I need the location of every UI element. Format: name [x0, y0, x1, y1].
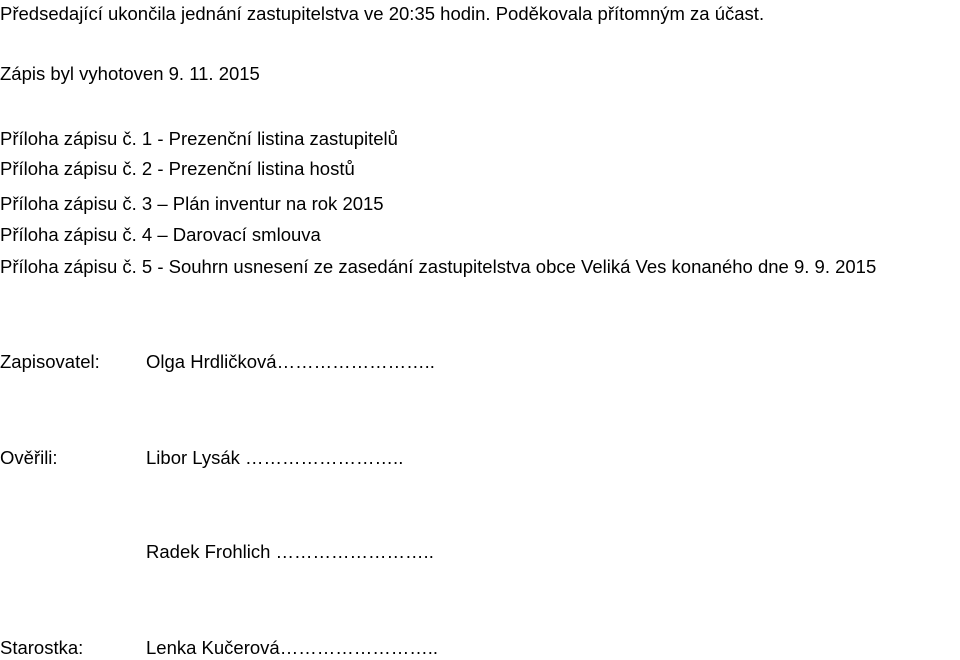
mayor-label: Starostka:	[0, 637, 84, 658]
verifier-signature: Libor Lysák ……………………..	[146, 447, 404, 468]
attachment-item: Příloha zápisu č. 2 - Prezenční listina hostů	[0, 158, 355, 179]
attachment-item: Příloha zápisu č. 3 – Plán inventur na rok 2015	[0, 193, 384, 214]
meeting-closing-text: Předsedající ukončila jednání zastupitelstva ve 20:35 hodin. Poděkovala přítomným za účast.	[0, 3, 765, 24]
record-date-text: Zápis byl vyhotoven 9. 11. 2015	[0, 63, 260, 84]
mayor-signature: Lenka Kučerová……………………..	[146, 637, 438, 658]
attachment-item: Příloha zápisu č. 4 – Darovací smlouva	[0, 224, 321, 245]
recorder-signature: Olga Hrdličková……………………..	[146, 351, 435, 372]
attachment-item: Příloha zápisu č. 5 - Souhrn usnesení ze zasedání zastupitelstva obce Veliká Ves konaného dne 9. 9. 2015	[0, 256, 877, 277]
verifiers-label: Ověřili:	[0, 447, 58, 468]
attachment-item: Příloha zápisu č. 1 - Prezenční listina zastupitelů	[0, 128, 398, 149]
recorder-label: Zapisovatel:	[0, 351, 100, 372]
verifier-signature: Radek Frohlich ……………………..	[146, 541, 434, 562]
